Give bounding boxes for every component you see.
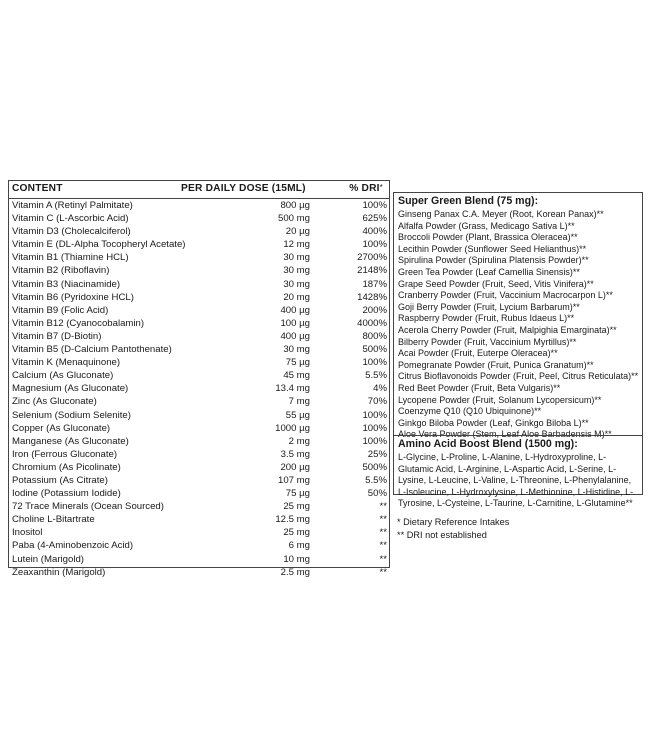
nutrient-dose: 500 mg xyxy=(278,213,310,225)
nutrient-dri: 5.5% xyxy=(365,370,387,382)
list-item: Pomegranate Powder (Fruit, Punica Granatum)** xyxy=(398,359,594,370)
nutrient-dose: 800 µg xyxy=(280,200,310,211)
nutrient-name: Zinc (As Gluconate) xyxy=(12,396,97,408)
nutrient-name: Inositol xyxy=(12,527,43,539)
table-row xyxy=(9,199,389,212)
table-row xyxy=(9,330,389,343)
nutrient-name: 72 Trace Minerals (Ocean Sourced) xyxy=(12,501,164,513)
header-content: CONTENT xyxy=(12,183,63,194)
nutrient-name: Magnesium (As Gluconate) xyxy=(12,383,129,395)
section-divider xyxy=(394,435,642,436)
amino-title: Amino Acid Boost Blend (1500 mg): xyxy=(398,438,578,450)
list-item: Lecithin Powder (Sunflower Seed Helianthus)** xyxy=(398,243,587,254)
blends-box xyxy=(393,192,643,509)
nutrient-name: Chromium (As Picolinate) xyxy=(12,461,121,473)
list-item: Coenzyme Q10 (Q10 Ubiquinone)** xyxy=(398,406,542,417)
table-row xyxy=(9,369,389,382)
nutrient-dose: 10 mg xyxy=(283,553,310,565)
table-row xyxy=(9,435,389,448)
nutrient-dose: 45 mg xyxy=(283,370,310,382)
nutrient-name: Zeaxanthin (Marigold) xyxy=(12,566,106,578)
nutrient-dose: 107 mg xyxy=(278,474,310,486)
nutrient-dri: 100% xyxy=(362,435,387,447)
list-item: Broccoli Powder (Plant, Brassica Oleracea)** xyxy=(398,232,578,243)
list-item: Bilberry Powder (Fruit, Vaccinium Myrtillus)** xyxy=(398,336,577,347)
nutrient-name: Vitamin D3 (Cholecalciferol) xyxy=(12,226,131,238)
nutrient-name: Paba (4-Aminobenzoic Acid) xyxy=(12,540,134,552)
table-row xyxy=(9,500,389,513)
table-row xyxy=(9,382,389,395)
table-row xyxy=(9,343,389,356)
list-item: Alfalfa Powder (Grass, Medicago Sativa L)** xyxy=(398,220,575,231)
nutrient-dri: 25% xyxy=(367,448,387,460)
nutrient-name: Iodine (Potassium Iodide) xyxy=(12,488,121,500)
nutrient-dose: 12.5 mg xyxy=(275,514,310,526)
list-item: Aloe Vera Powder (Stem, Leaf Aloe Barbadensis M)** xyxy=(398,429,612,440)
nutrient-dose: 75 µg xyxy=(285,488,310,500)
nutrient-name: Vitamin B6 (Pyridoxine HCL) xyxy=(12,291,134,303)
nutrient-dose: 400 µg xyxy=(280,330,310,342)
nutrient-dri: 5.5% xyxy=(365,474,387,486)
table-row xyxy=(9,539,389,552)
list-item: Ginkgo Biloba Powder (Leaf, Ginkgo Biloba L)** xyxy=(398,417,589,428)
nutrient-dose: 100 µg xyxy=(280,317,310,329)
nutrient-dri: 100% xyxy=(362,200,387,211)
nutrient-dri: ** xyxy=(379,501,387,513)
nutrient-dri: ** xyxy=(379,566,387,578)
list-item: Green Tea Powder (Leaf Camellia Sinensis)** xyxy=(398,266,580,277)
nutrient-dose: 2.5 mg xyxy=(280,566,310,578)
nutrient-name: Vitamin B7 (D-Biotin) xyxy=(12,330,102,342)
amino-text: L-Glycine, L-Proline, L-Alanine, L-Hydroxyproline, L-Glutamic Acid, L-Arginine, L-Aspartic Acid, L-Serine, L-Lysine, L-Leucine, L-Valine, L-Threonine, L-Phenylalanine, L-Isoleucine, L-Hydroxylysine, L-Methionine, L-Histidine, L-Tyrosine, L-Cysteine, L-Taurine, L-Carnitine, L-Glutamine** xyxy=(398,452,634,509)
footnotes xyxy=(397,516,509,541)
nutrient-name: Vitamin B2 (Riboflavin) xyxy=(12,265,110,277)
table-row xyxy=(9,225,389,238)
nutrient-dri: 500% xyxy=(362,461,387,473)
nutrient-dri: 1428% xyxy=(357,291,387,303)
table-row xyxy=(9,474,389,487)
nutrient-dose: 2 mg xyxy=(288,435,310,447)
nutrient-name: Vitamin B5 (D-Calcium Pantothenate) xyxy=(12,344,172,356)
table-row xyxy=(9,553,389,566)
header-dri xyxy=(349,183,383,194)
nutrient-dri: ** xyxy=(379,514,387,526)
table-row xyxy=(9,317,389,330)
nutrition-table xyxy=(8,180,390,578)
list-item: Spirulina Powder (Spirulina Platensis Powder)** xyxy=(398,255,589,266)
header-dri-label: % DRI xyxy=(349,183,380,194)
nutrient-dose: 7 mg xyxy=(288,396,310,408)
table-row xyxy=(9,238,389,251)
header-dose: PER DAILY DOSE (15ML) xyxy=(181,183,306,194)
table-row xyxy=(9,461,389,474)
list-item: Goji Berry Powder (Fruit, Lycium Barbarum)** xyxy=(398,301,580,312)
nutrient-dri: 4% xyxy=(373,383,387,395)
nutrient-dri: ** xyxy=(379,527,387,539)
nutrient-name: Choline L-Bitartrate xyxy=(12,514,95,526)
nutrient-dri: 625% xyxy=(362,213,387,225)
nutrient-dri: 2700% xyxy=(357,252,387,264)
nutrient-name: Manganese (As Gluconate) xyxy=(12,435,129,447)
list-item: Raspberry Powder (Fruit, Rubus Idaeus L)** xyxy=(398,313,575,324)
table-row xyxy=(9,356,389,369)
list-item: Ginseng Panax C.A. Meyer (Root, Korean Panax)** xyxy=(398,209,604,219)
nutrient-dose: 30 mg xyxy=(283,278,310,290)
nutrient-dose: 12 mg xyxy=(283,239,310,251)
table-header xyxy=(9,181,389,199)
nutrient-name: Vitamin A (Retinyl Palmitate) xyxy=(12,200,133,211)
nutrient-dri: 100% xyxy=(362,357,387,369)
nutrient-dose: 25 mg xyxy=(283,501,310,513)
footnote-not-established: ** DRI not established xyxy=(397,529,487,540)
footnote-dri: * Dietary Reference Intakes xyxy=(397,517,510,527)
nutrient-dri: 187% xyxy=(362,278,387,290)
list-item: Red Beet Powder (Fruit, Beta Vulgaris)** xyxy=(398,382,561,393)
nutrient-dri: 500% xyxy=(362,344,387,356)
nutrient-dose: 75 µg xyxy=(285,357,310,369)
list-item: Citrus Bioflavonoids Powder (Fruit, Peel, Citrus Reticulata)** xyxy=(398,371,639,382)
nutrient-dri: 100% xyxy=(362,239,387,251)
list-item: Acerola Cherry Powder (Fruit, Malpighia Emarginata)** xyxy=(398,324,617,335)
table-row xyxy=(9,291,389,304)
table-row xyxy=(9,264,389,277)
nutrient-name: Selenium (Sodium Selenite) xyxy=(12,409,131,421)
nutrient-dose: 30 mg xyxy=(283,265,310,277)
nutrient-dri: 2148% xyxy=(357,265,387,277)
list-item: Acai Powder (Fruit, Euterpe Oleracea)** xyxy=(398,348,558,359)
nutrient-dose: 400 µg xyxy=(280,304,310,316)
nutrient-dose: 25 mg xyxy=(283,527,310,539)
nutrient-dri: 50% xyxy=(367,488,387,500)
table-row xyxy=(9,422,389,435)
nutrient-dri: 70% xyxy=(367,396,387,408)
table-row xyxy=(9,212,389,225)
nutrient-dose: 200 µg xyxy=(280,461,310,473)
nutrient-dri: 100% xyxy=(362,422,387,434)
nutrient-name: Vitamin B3 (Niacinamide) xyxy=(12,278,121,290)
table-body xyxy=(9,199,389,579)
nutrient-dri: 100% xyxy=(362,409,387,421)
nutrient-dri: 4000% xyxy=(357,317,387,329)
header-dri-star: * xyxy=(379,183,383,192)
nutrient-dose: 1000 µg xyxy=(275,422,310,434)
nutrient-dose: 20 µg xyxy=(285,226,310,238)
table-row xyxy=(9,487,389,500)
table-row xyxy=(9,304,389,317)
table-row xyxy=(9,409,389,422)
nutrient-dose: 20 mg xyxy=(283,291,310,303)
nutrient-dose: 30 mg xyxy=(283,252,310,264)
nutrient-dri: 400% xyxy=(362,226,387,238)
nutrient-name: Vitamin B12 (Cyanocobalamin) xyxy=(12,317,145,329)
table-row xyxy=(9,448,389,461)
nutrient-name: Vitamin E (DL-Alpha Tocopheryl Acetate) xyxy=(12,239,186,251)
nutrient-dri: 800% xyxy=(362,330,387,342)
nutrient-name: Potassium (As Citrate) xyxy=(12,474,108,486)
nutrient-name: Copper (As Gluconate) xyxy=(12,422,111,434)
nutrient-name: Calcium (As Gluconate) xyxy=(12,370,114,382)
list-item: Grape Seed Powder (Fruit, Seed, Vitis Vinifera)** xyxy=(398,278,594,289)
table-row xyxy=(9,513,389,526)
table-row xyxy=(9,278,389,291)
nutrient-name: Vitamin K (Menaquinone) xyxy=(12,357,121,369)
table-row xyxy=(9,526,389,539)
super-green-title: Super Green Blend (75 mg): xyxy=(398,195,539,207)
nutrient-name: Lutein (Marigold) xyxy=(12,553,84,565)
nutrient-name: Vitamin B9 (Folic Acid) xyxy=(12,304,109,316)
table-row xyxy=(9,566,389,579)
nutrient-dri: ** xyxy=(379,553,387,565)
nutrient-dose: 6 mg xyxy=(288,540,310,552)
nutrient-name: Iron (Ferrous Gluconate) xyxy=(12,448,118,460)
nutrient-dose: 3.5 mg xyxy=(280,448,310,460)
nutrient-dose: 55 µg xyxy=(285,409,310,421)
nutrient-name: Vitamin C (L-Ascorbic Acid) xyxy=(12,213,129,225)
table-row xyxy=(9,395,389,408)
list-item: Lycopene Powder (Fruit, Solanum Lycopersicum)** xyxy=(398,394,602,405)
nutrient-dri: ** xyxy=(379,540,387,552)
list-item: Cranberry Powder (Fruit, Vaccinium Macrocarpon L)** xyxy=(398,290,613,301)
nutrient-name: Vitamin B1 (Thiamine HCL) xyxy=(12,252,129,264)
nutrient-dri: 200% xyxy=(362,304,387,316)
nutrient-dose: 13.4 mg xyxy=(275,383,310,395)
nutrient-dose: 30 mg xyxy=(283,344,310,356)
super-green-list xyxy=(398,209,642,441)
table-row xyxy=(9,251,389,264)
